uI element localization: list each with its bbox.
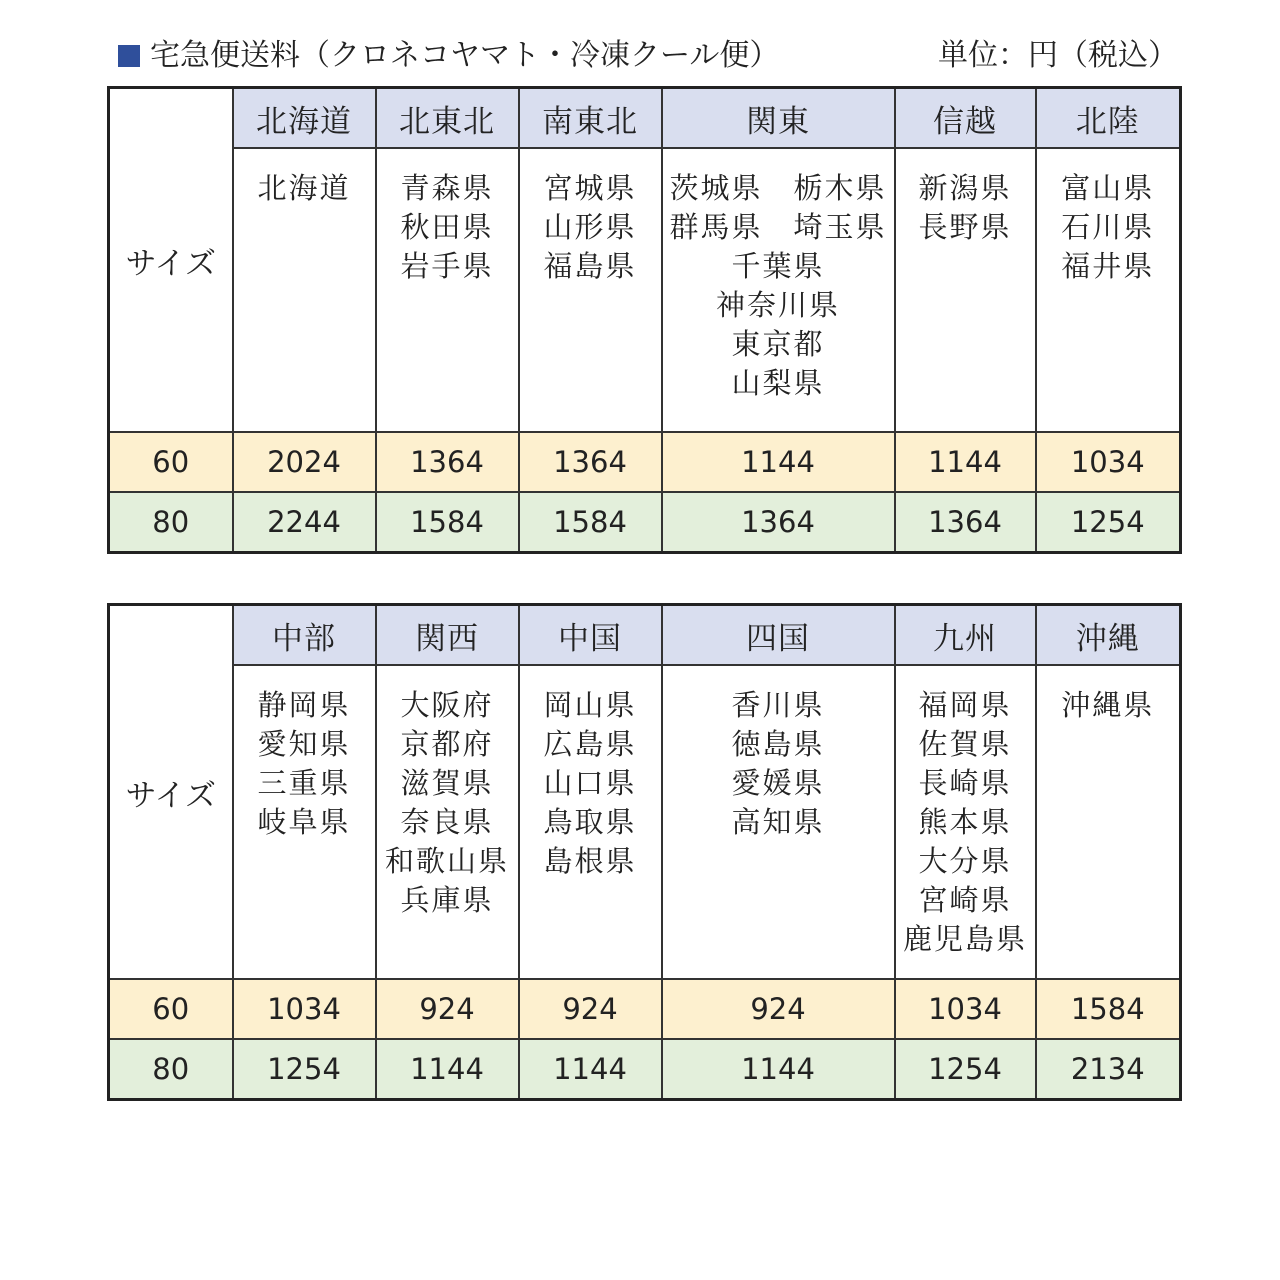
prefecture-name: 高知県 bbox=[731, 805, 825, 839]
rate-cell: 1144 bbox=[895, 432, 1036, 492]
prefecture-cell bbox=[1036, 665, 1181, 979]
prefecture-cell bbox=[519, 665, 662, 979]
prefecture-name: 鹿児島県 bbox=[902, 922, 1027, 956]
prefecture-name: 茨城県 栃木県 bbox=[669, 171, 887, 205]
prefecture-cell bbox=[376, 665, 519, 979]
prefecture-name: 岡山県 bbox=[543, 688, 637, 722]
prefecture-cell bbox=[519, 148, 662, 432]
rate-row-80 bbox=[109, 492, 1181, 553]
prefecture-name: 広島県 bbox=[543, 727, 637, 761]
region-header-row bbox=[109, 605, 1181, 666]
prefecture-cell bbox=[895, 665, 1036, 979]
rate-cell: 1584 bbox=[376, 492, 519, 553]
region-header: 北東北 bbox=[376, 88, 519, 149]
region-header: 四国 bbox=[662, 605, 895, 666]
rate-cell: 2134 bbox=[1036, 1039, 1181, 1100]
rate-row-80 bbox=[109, 1039, 1181, 1100]
prefecture-cell bbox=[895, 148, 1036, 432]
prefecture-name: 佐賀県 bbox=[918, 727, 1012, 761]
rate-cell: 1144 bbox=[376, 1039, 519, 1100]
prefecture-name: 山口県 bbox=[543, 766, 637, 800]
region-header: 南東北 bbox=[519, 88, 662, 149]
prefecture-name: 宮城県 bbox=[543, 171, 637, 205]
region-header: 北海道 bbox=[233, 88, 376, 149]
prefecture-name: 島根県 bbox=[543, 844, 637, 878]
region-header: 中部 bbox=[233, 605, 376, 666]
shipping-rate-table-west bbox=[107, 603, 1182, 1101]
prefecture-name: 石川県 bbox=[1061, 210, 1155, 244]
region-header: 九州 bbox=[895, 605, 1036, 666]
prefecture-name: 大分県 bbox=[918, 844, 1012, 878]
rate-cell: 1144 bbox=[519, 1039, 662, 1100]
rate-cell: 1144 bbox=[662, 1039, 895, 1100]
prefecture-name: 山形県 bbox=[543, 210, 637, 244]
rate-row-60 bbox=[109, 979, 1181, 1039]
prefecture-name: 北海道 bbox=[257, 171, 351, 205]
prefecture-name: 大阪府 bbox=[400, 688, 494, 722]
prefecture-name: 香川県 bbox=[731, 688, 825, 722]
rate-cell: 1254 bbox=[895, 1039, 1036, 1100]
rate-cell: 2244 bbox=[233, 492, 376, 553]
region-header: 関西 bbox=[376, 605, 519, 666]
prefecture-name: 京都府 bbox=[400, 727, 494, 761]
rate-row-60 bbox=[109, 432, 1181, 492]
prefecture-name: 秋田県 bbox=[400, 210, 494, 244]
rate-cell: 1584 bbox=[1036, 979, 1181, 1039]
prefecture-name: 静岡県 bbox=[257, 688, 351, 722]
prefecture-name: 群馬県 埼玉県 bbox=[669, 210, 887, 244]
prefecture-name: 沖縄県 bbox=[1061, 688, 1155, 722]
prefecture-name: 和歌山県 bbox=[384, 844, 509, 878]
rate-cell: 1364 bbox=[376, 432, 519, 492]
region-header: 信越 bbox=[895, 88, 1036, 149]
prefecture-row bbox=[109, 665, 1181, 979]
size-label: 60 bbox=[109, 432, 233, 492]
rate-cell: 1584 bbox=[519, 492, 662, 553]
region-header: 北陸 bbox=[1036, 88, 1181, 149]
prefecture-name: 滋賀県 bbox=[400, 766, 494, 800]
size-label: 80 bbox=[109, 492, 233, 553]
rate-cell: 924 bbox=[519, 979, 662, 1039]
region-header: 中国 bbox=[519, 605, 662, 666]
prefecture-name: 福島県 bbox=[543, 249, 637, 283]
rate-cell: 1254 bbox=[233, 1039, 376, 1100]
rate-cell: 1254 bbox=[1036, 492, 1181, 553]
prefecture-cell bbox=[662, 665, 895, 979]
prefecture-name: 三重県 bbox=[257, 766, 351, 800]
prefecture-name: 長野県 bbox=[918, 210, 1012, 244]
rate-cell: 1364 bbox=[895, 492, 1036, 553]
prefecture-name: 富山県 bbox=[1061, 171, 1155, 205]
region-header-row bbox=[109, 88, 1181, 149]
prefecture-name: 兵庫県 bbox=[400, 883, 494, 917]
prefecture-name: 岐阜県 bbox=[257, 805, 351, 839]
prefecture-name: 奈良県 bbox=[400, 805, 494, 839]
prefecture-name: 愛知県 bbox=[257, 727, 351, 761]
prefecture-cell bbox=[233, 148, 376, 432]
rate-cell: 1144 bbox=[662, 432, 895, 492]
size-label: 80 bbox=[109, 1039, 233, 1100]
rate-cell: 924 bbox=[662, 979, 895, 1039]
rate-cell: 924 bbox=[376, 979, 519, 1039]
prefecture-cell bbox=[662, 148, 895, 432]
prefecture-name: 長崎県 bbox=[918, 766, 1012, 800]
size-label: 60 bbox=[109, 979, 233, 1039]
rate-cell: 1364 bbox=[519, 432, 662, 492]
prefecture-name: 東京都 bbox=[731, 327, 825, 361]
page-title: 宅急便送料（クロネコヤマト・冷凍クール便） bbox=[150, 38, 780, 73]
prefecture-cell bbox=[1036, 148, 1181, 432]
unit-label: 単位：円（税込） bbox=[938, 38, 1178, 73]
prefecture-name: 福井県 bbox=[1061, 249, 1155, 283]
prefecture-name: 宮崎県 bbox=[918, 883, 1012, 917]
prefecture-name: 神奈川県 bbox=[715, 288, 840, 322]
rate-cell: 1034 bbox=[233, 979, 376, 1039]
size-header: サイズ bbox=[109, 605, 233, 980]
rate-cell: 2024 bbox=[233, 432, 376, 492]
prefecture-name: 愛媛県 bbox=[731, 766, 825, 800]
rate-cell: 1034 bbox=[895, 979, 1036, 1039]
shipping-rate-table-east bbox=[107, 86, 1182, 554]
rate-cell: 1034 bbox=[1036, 432, 1181, 492]
region-header: 関東 bbox=[662, 88, 895, 149]
prefecture-row bbox=[109, 148, 1181, 432]
title-marker-icon bbox=[118, 45, 140, 67]
page-header bbox=[118, 36, 1178, 76]
prefecture-cell bbox=[233, 665, 376, 979]
prefecture-name: 山梨県 bbox=[731, 366, 825, 400]
prefecture-name: 岩手県 bbox=[400, 249, 494, 283]
prefecture-cell bbox=[376, 148, 519, 432]
prefecture-name: 鳥取県 bbox=[543, 805, 637, 839]
size-header: サイズ bbox=[109, 88, 233, 433]
prefecture-name: 青森県 bbox=[400, 171, 494, 205]
rate-cell: 1364 bbox=[662, 492, 895, 553]
prefecture-name: 熊本県 bbox=[918, 805, 1012, 839]
prefecture-name: 福岡県 bbox=[918, 688, 1012, 722]
region-header: 沖縄 bbox=[1036, 605, 1181, 666]
prefecture-name: 千葉県 bbox=[731, 249, 825, 283]
prefecture-name: 新潟県 bbox=[918, 171, 1012, 205]
prefecture-name: 徳島県 bbox=[731, 727, 825, 761]
